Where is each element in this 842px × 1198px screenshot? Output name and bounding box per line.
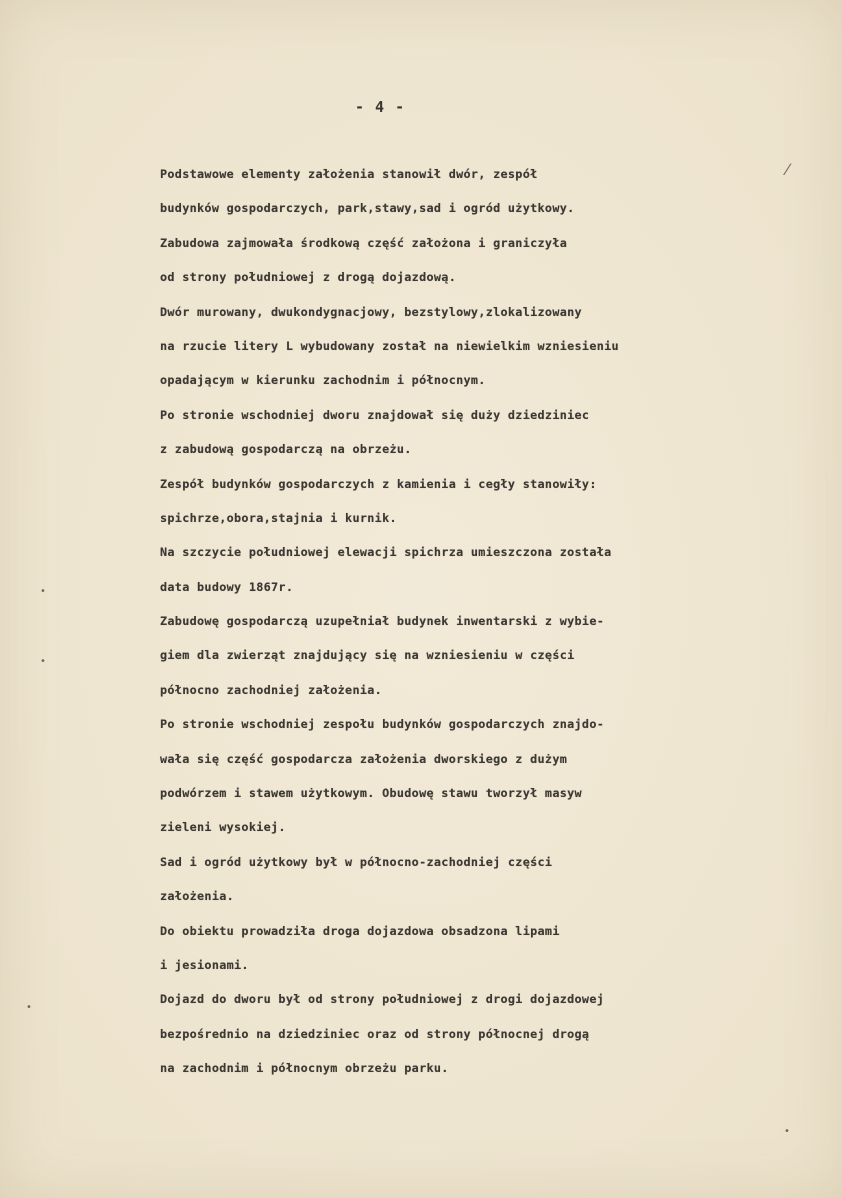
text-line: założenia.	[160, 889, 235, 904]
text-line: Po stronie wschodniej zespołu budynków gospodarczych znajdo-	[160, 717, 605, 732]
text-line: budynków gospodarczych, park,stawy,sad i ogród użytkowy.	[160, 201, 575, 216]
text-line: z zabudową gospodarczą na obrzeżu.	[160, 442, 412, 457]
text-line: data budowy 1867r.	[160, 579, 294, 594]
punch-dot-mark: •	[26, 1002, 32, 1013]
text-line: spichrze,obora,stajnia i kurnik.	[160, 510, 397, 525]
text-line: na rzucie litery L wybudowany został na niewielkim wzniesieniu	[160, 338, 619, 353]
text-line: i jesionami.	[160, 957, 249, 972]
text-line: giem dla zwierząt znajdujący się na wzniesieniu w części	[160, 648, 575, 663]
text-line: Podstawowe elementy założenia stanowił dwór, zespół	[160, 167, 538, 181]
text-line: na zachodnim i północnym obrzeżu parku.	[160, 1061, 449, 1076]
text-line: podwórzem i stawem użytkowym. Obudowę stawu tworzył masyw	[160, 786, 582, 801]
punch-dot-mark: •	[40, 656, 46, 667]
text-line: opadającym w kierunku zachodnim i północnym.	[160, 373, 486, 388]
text-line: Sad i ogród użytkowy był w północno-zachodniej części	[160, 854, 553, 869]
text-line: Na szczycie południowej elewacji spichrza umieszczona została	[160, 545, 612, 560]
punch-dot-mark: •	[784, 1126, 790, 1137]
text-line: Zespół budynków gospodarczych z kamienia i cegły stanowiły:	[160, 476, 597, 491]
text-line: zieleni wysokiej.	[160, 820, 286, 835]
text-line: Dojazd do dworu był od strony południowej z drogi dojazdowej	[160, 992, 605, 1007]
body-text	[160, 164, 820, 1093]
text-line: Zabudowę gospodarczą uzupełniał budynek inwentarski z wybie-	[160, 614, 605, 629]
text-line: bezpośrednio na dziedziniec oraz od strony północnej drogą	[160, 1026, 590, 1041]
text-line: Zabudowa zajmowała środkową część założona i graniczyła	[160, 235, 568, 250]
text-line: północno zachodniej założenia.	[160, 682, 383, 697]
text-line: Do obiektu prowadziła droga dojazdowa obsadzona lipami	[160, 923, 560, 938]
margin-tick-mark: ⁄	[786, 160, 789, 179]
text-line: Dwór murowany, dwukondygnacjowy, bezstylowy,zlokalizowany	[160, 304, 582, 319]
text-line: Po stronie wschodniej dworu znajdował się duży dziedziniec	[160, 407, 590, 422]
punch-dot-mark: •	[40, 586, 46, 597]
text-line: wała się część gospodarcza założenia dworskiego z dużym	[160, 751, 568, 766]
page-number: - 4 -	[355, 98, 406, 116]
text-line: od strony południowej z drogą dojazdową.	[160, 270, 457, 285]
